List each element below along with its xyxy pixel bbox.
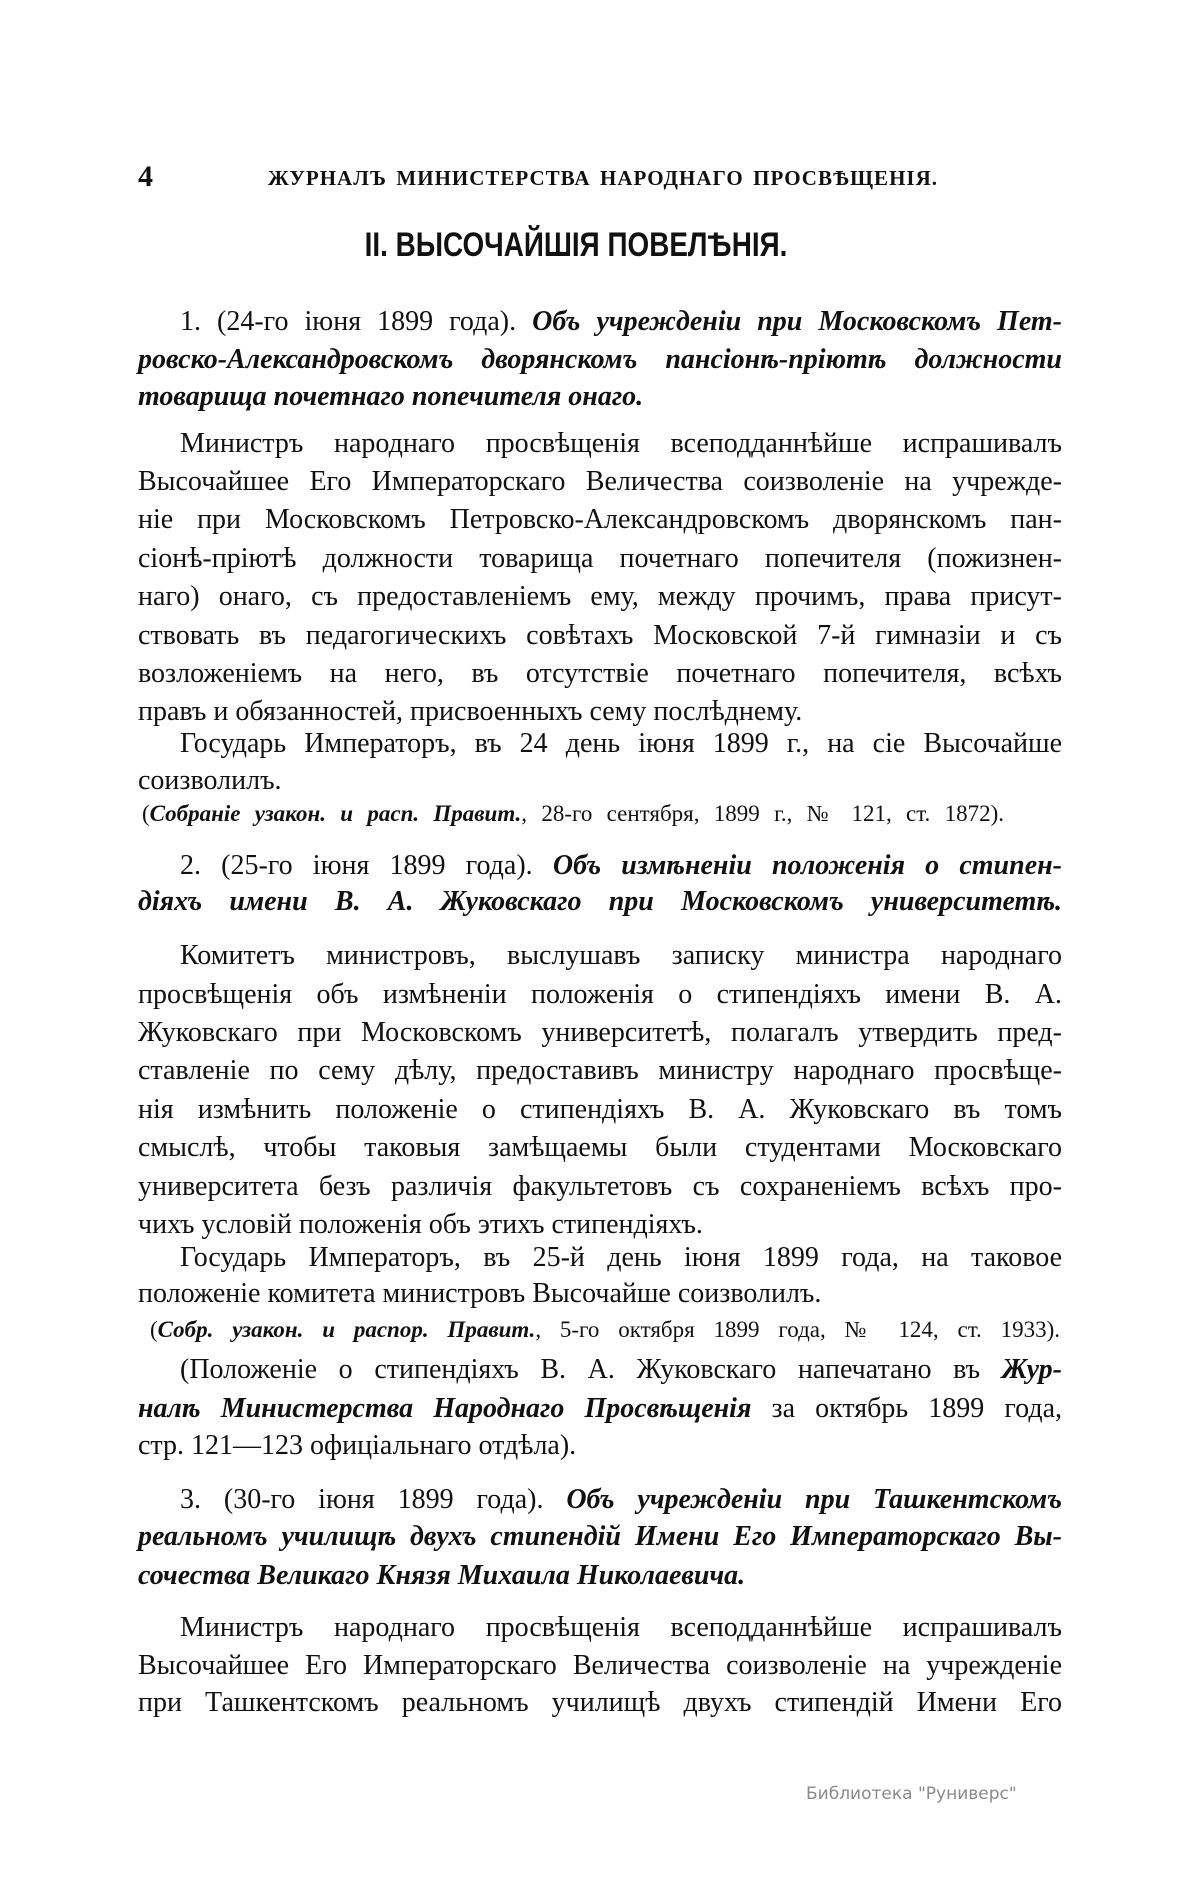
text: Государь Императоръ, въ 25-й день іюня 1899 года, на таковое (180, 1242, 1062, 1273)
text-line (180, 1351, 1062, 1389)
text: ставленіе по сему дѣлу, предоставивъ министру народнаго просвѣще- (138, 1055, 1062, 1086)
italic-text: сочества Великаго Князя Михаила Николаевича. (138, 1560, 746, 1591)
text-line (180, 1239, 1062, 1277)
text-line (138, 463, 1062, 501)
text: 1. (24-го іюня 1899 года). (180, 306, 533, 337)
running-header: ЖУРНАЛЪ МИНИСТЕРСТВА НАРОДНАГО ПРОСВѢЩЕНІЯ. (268, 166, 938, 190)
section-title: II. ВЫСОЧАЙШІЯ ПОВЕЛѢНІЯ. (364, 226, 788, 264)
text: , 5-го октября 1899 года, № 124, ст. 1933). (535, 1317, 1060, 1342)
watermark: Библиотека "Руниверс" (806, 1784, 1017, 1804)
text-line (138, 1390, 1062, 1428)
text: Министръ народнаго просвѣщенія всеподданнѣйше испрашивалъ (180, 1612, 1062, 1643)
text-line (138, 1275, 1062, 1313)
text-line (138, 1168, 1062, 1206)
text: университета безъ различія факультетовъ съ сохраненіемъ всѣхъ про- (138, 1171, 1062, 1202)
text-line (180, 1609, 1062, 1647)
text-line (138, 540, 1062, 578)
text-line (138, 341, 1062, 379)
text: положеніе комитета министровъ Высочайше соизволилъ. (138, 1278, 822, 1309)
text-line (138, 1427, 1062, 1465)
text: Высочайшее Его Императорскаго Величества соизволеніе на учрежденіе (138, 1650, 1062, 1681)
text: соизволилъ. (138, 765, 282, 796)
italic-text: діяхъ имени В. А. Жуковскаго при Московскомъ университетѣ. (138, 886, 1062, 917)
text: (Положеніе о стипендіяхъ В. А. Жуковскаго напечатано въ (180, 1354, 1002, 1385)
text-line (138, 617, 1062, 655)
text-line (138, 1129, 1062, 1167)
text: 3. (30-го іюня 1899 года). (180, 1484, 567, 1515)
text: Государь Императоръ, въ 24 день іюня 1899 г., на сіе Высочайше (180, 728, 1062, 759)
text-line (138, 1014, 1062, 1052)
italic-text: Объ измѣненіи положенія о стипен- (552, 850, 1062, 881)
text-line (180, 937, 1062, 975)
text-line (138, 1684, 1062, 1722)
italic-text: Собр. узакон. и распор. Правит. (157, 1317, 536, 1342)
text-line (138, 1518, 1062, 1556)
text-line (180, 725, 1062, 763)
text: Высочайшее Его Императорскаго Величества соизволеніе на учрежде- (138, 466, 1062, 497)
italic-text: Объ учрежденіи при Московскомъ Пет- (532, 306, 1062, 337)
text: ( (142, 801, 150, 826)
text: Жуковскаго при Московскомъ университетѣ, полагалъ утвердить пред- (138, 1017, 1062, 1048)
text: Министръ народнаго просвѣщенія всеподданнѣйше испрашивалъ (180, 428, 1062, 459)
italic-text: товарища почетнаго попечителя онаго. (138, 381, 644, 412)
text: 2. (25-го іюня 1899 года). (180, 850, 553, 881)
text: возложеніемъ на него, въ отсутствіе почетнаго попечителя, всѣхъ (138, 658, 1062, 689)
text: сіонѣ-пріютѣ должности товарища почетнаго попечителя (пожизнен- (138, 543, 1062, 574)
text-line (138, 578, 1062, 616)
text-line (138, 1557, 1062, 1595)
text-line (138, 1091, 1062, 1129)
page-number: 4 (138, 160, 153, 193)
text: при Ташкентскомъ реальномъ училищѣ двухъ стипендій Имени Его (138, 1687, 1062, 1718)
text-line (138, 501, 1062, 539)
text-line (180, 303, 1062, 341)
text-line (138, 655, 1062, 693)
text: за октябрь 1899 года, (751, 1393, 1062, 1424)
text-line (138, 1052, 1062, 1090)
text-line (138, 1647, 1062, 1685)
text-line (180, 425, 1062, 463)
text: Комитетъ министровъ, выслушавъ записку министра народнаго (180, 940, 1062, 971)
text-line (180, 847, 1062, 885)
italic-text: Объ учрежденіи при Ташкентскомъ (566, 1484, 1062, 1515)
text: нія измѣнить положеніе о стипендіяхъ В. А. Жуковскаго въ томъ (138, 1094, 1062, 1125)
text: ( (150, 1317, 158, 1342)
text: ніе при Московскомъ Петровско-Александровскомъ дворянскомъ пан- (138, 504, 1062, 535)
italic-text: ровско-Александровскомъ дворянскомъ пансіонѣ-пріютѣ должности (138, 344, 1062, 375)
text: стр. 121—123 офиціальнаго отдѣла). (138, 1430, 577, 1461)
text: чихъ условій положенія объ этихъ стипендіяхъ. (138, 1209, 703, 1240)
text: наго) онаго, съ предоставленіемъ ему, между прочимъ, права присут- (138, 581, 1062, 612)
text-line (142, 795, 1004, 833)
italic-text: Собраніе узакон. и расп. Правит. (149, 801, 522, 826)
text: просвѣщенія объ измѣненіи положенія о стипендіяхъ имени В. А. (138, 979, 1062, 1010)
text: , 28-го сентября, 1899 г., № 121, ст. 1872). (521, 801, 1004, 826)
text: ствовать въ педагогическихъ совѣтахъ Московской 7-й гимназіи и съ (138, 620, 1062, 651)
text-line (180, 1481, 1062, 1519)
text-line (138, 976, 1062, 1014)
text-line (138, 883, 1062, 921)
text-line (138, 378, 1062, 416)
text: смыслѣ, чтобы таковыя замѣщаемы были студентами Московскаго (138, 1132, 1062, 1163)
text-line (150, 1311, 1060, 1349)
italic-text: налѣ Министерства Народнаго Просвѣщенія (138, 1393, 752, 1424)
italic-text: Жур- (1001, 1354, 1062, 1385)
text: правъ и обязанностей, присвоенныхъ сему послѣднему. (138, 696, 803, 727)
italic-text: реальномъ училищѣ двухъ стипендій Имени Его Императорскаго Вы- (138, 1521, 1062, 1552)
